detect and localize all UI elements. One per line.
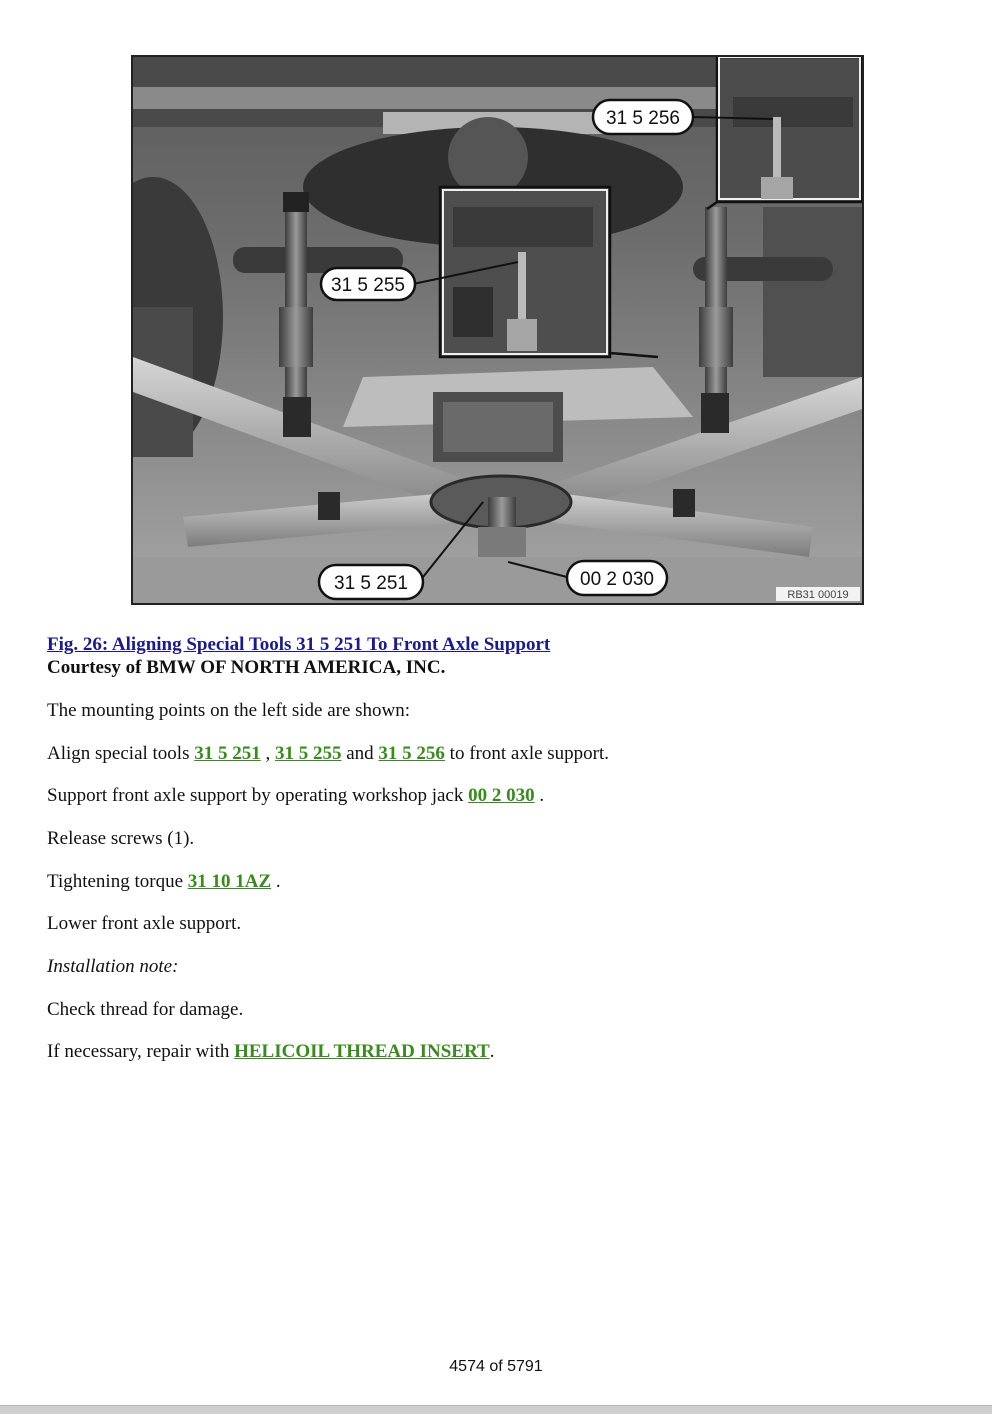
callout-31-5-256 [593, 100, 693, 134]
svg-text:31 5 256: 31 5 256 [606, 108, 680, 129]
paragraph-repair-helicoil [47, 1041, 494, 1063]
paragraph-support-axle [47, 785, 544, 807]
text-segment: If necessary, repair with [47, 1041, 235, 1062]
text-segment: Tightening torque [47, 871, 188, 892]
text-segment: to front axle support. [444, 743, 610, 764]
callout-31-5-255 [321, 268, 415, 300]
text-segment: . [489, 1041, 495, 1062]
paragraph-release-screws: Release screws (1). [47, 828, 195, 849]
figure-ref-code [776, 587, 860, 601]
paragraph-tightening-torque [47, 871, 281, 893]
text-segment: Align special tools [47, 743, 195, 764]
callout-00-2-030 [567, 561, 667, 595]
link-31-5-255[interactable]: 31 5 255 [274, 743, 342, 764]
text-segment: . [271, 871, 281, 892]
viewer-bottom-bar [0, 1405, 992, 1414]
callout-31-5-251 [319, 565, 423, 599]
link-helicoil-thread-insert[interactable]: HELICOIL THREAD INSERT [234, 1041, 490, 1062]
figure-caption-link[interactable]: Fig. 26: Aligning Special Tools 31 5 251 To Front Axle Support [47, 634, 551, 655]
link-31-10-1az[interactable]: 31 10 1AZ [187, 871, 272, 892]
text-segment: and [341, 743, 379, 764]
link-31-5-251[interactable]: 31 5 251 [194, 743, 261, 764]
installation-note-heading: Installation note: [47, 956, 179, 977]
paragraph-mounting-points: The mounting points on the left side are shown: [47, 700, 411, 721]
paragraph-align-tools [47, 743, 609, 765]
svg-text:31 5 255: 31 5 255 [331, 275, 405, 296]
text-segment: Support front axle support by operating workshop jack [47, 785, 469, 806]
text-segment: , [260, 743, 275, 764]
paragraph-lower-axle: Lower front axle support. [47, 913, 242, 934]
courtesy-line: Courtesy of BMW OF NORTH AMERICA, INC. [47, 657, 446, 678]
link-00-2-030[interactable]: 00 2 030 [468, 785, 535, 806]
paragraph-check-thread: Check thread for damage. [47, 999, 244, 1020]
front-axle-photo [131, 55, 864, 605]
svg-text:RB31 00019: RB31 00019 [787, 589, 849, 601]
svg-text:31 5 251: 31 5 251 [334, 573, 408, 594]
text-segment: . [534, 785, 545, 806]
page-number: 4574 of 5791 [449, 1358, 543, 1375]
svg-text:00 2 030: 00 2 030 [580, 569, 654, 590]
link-31-5-256[interactable]: 31 5 256 [378, 743, 445, 764]
